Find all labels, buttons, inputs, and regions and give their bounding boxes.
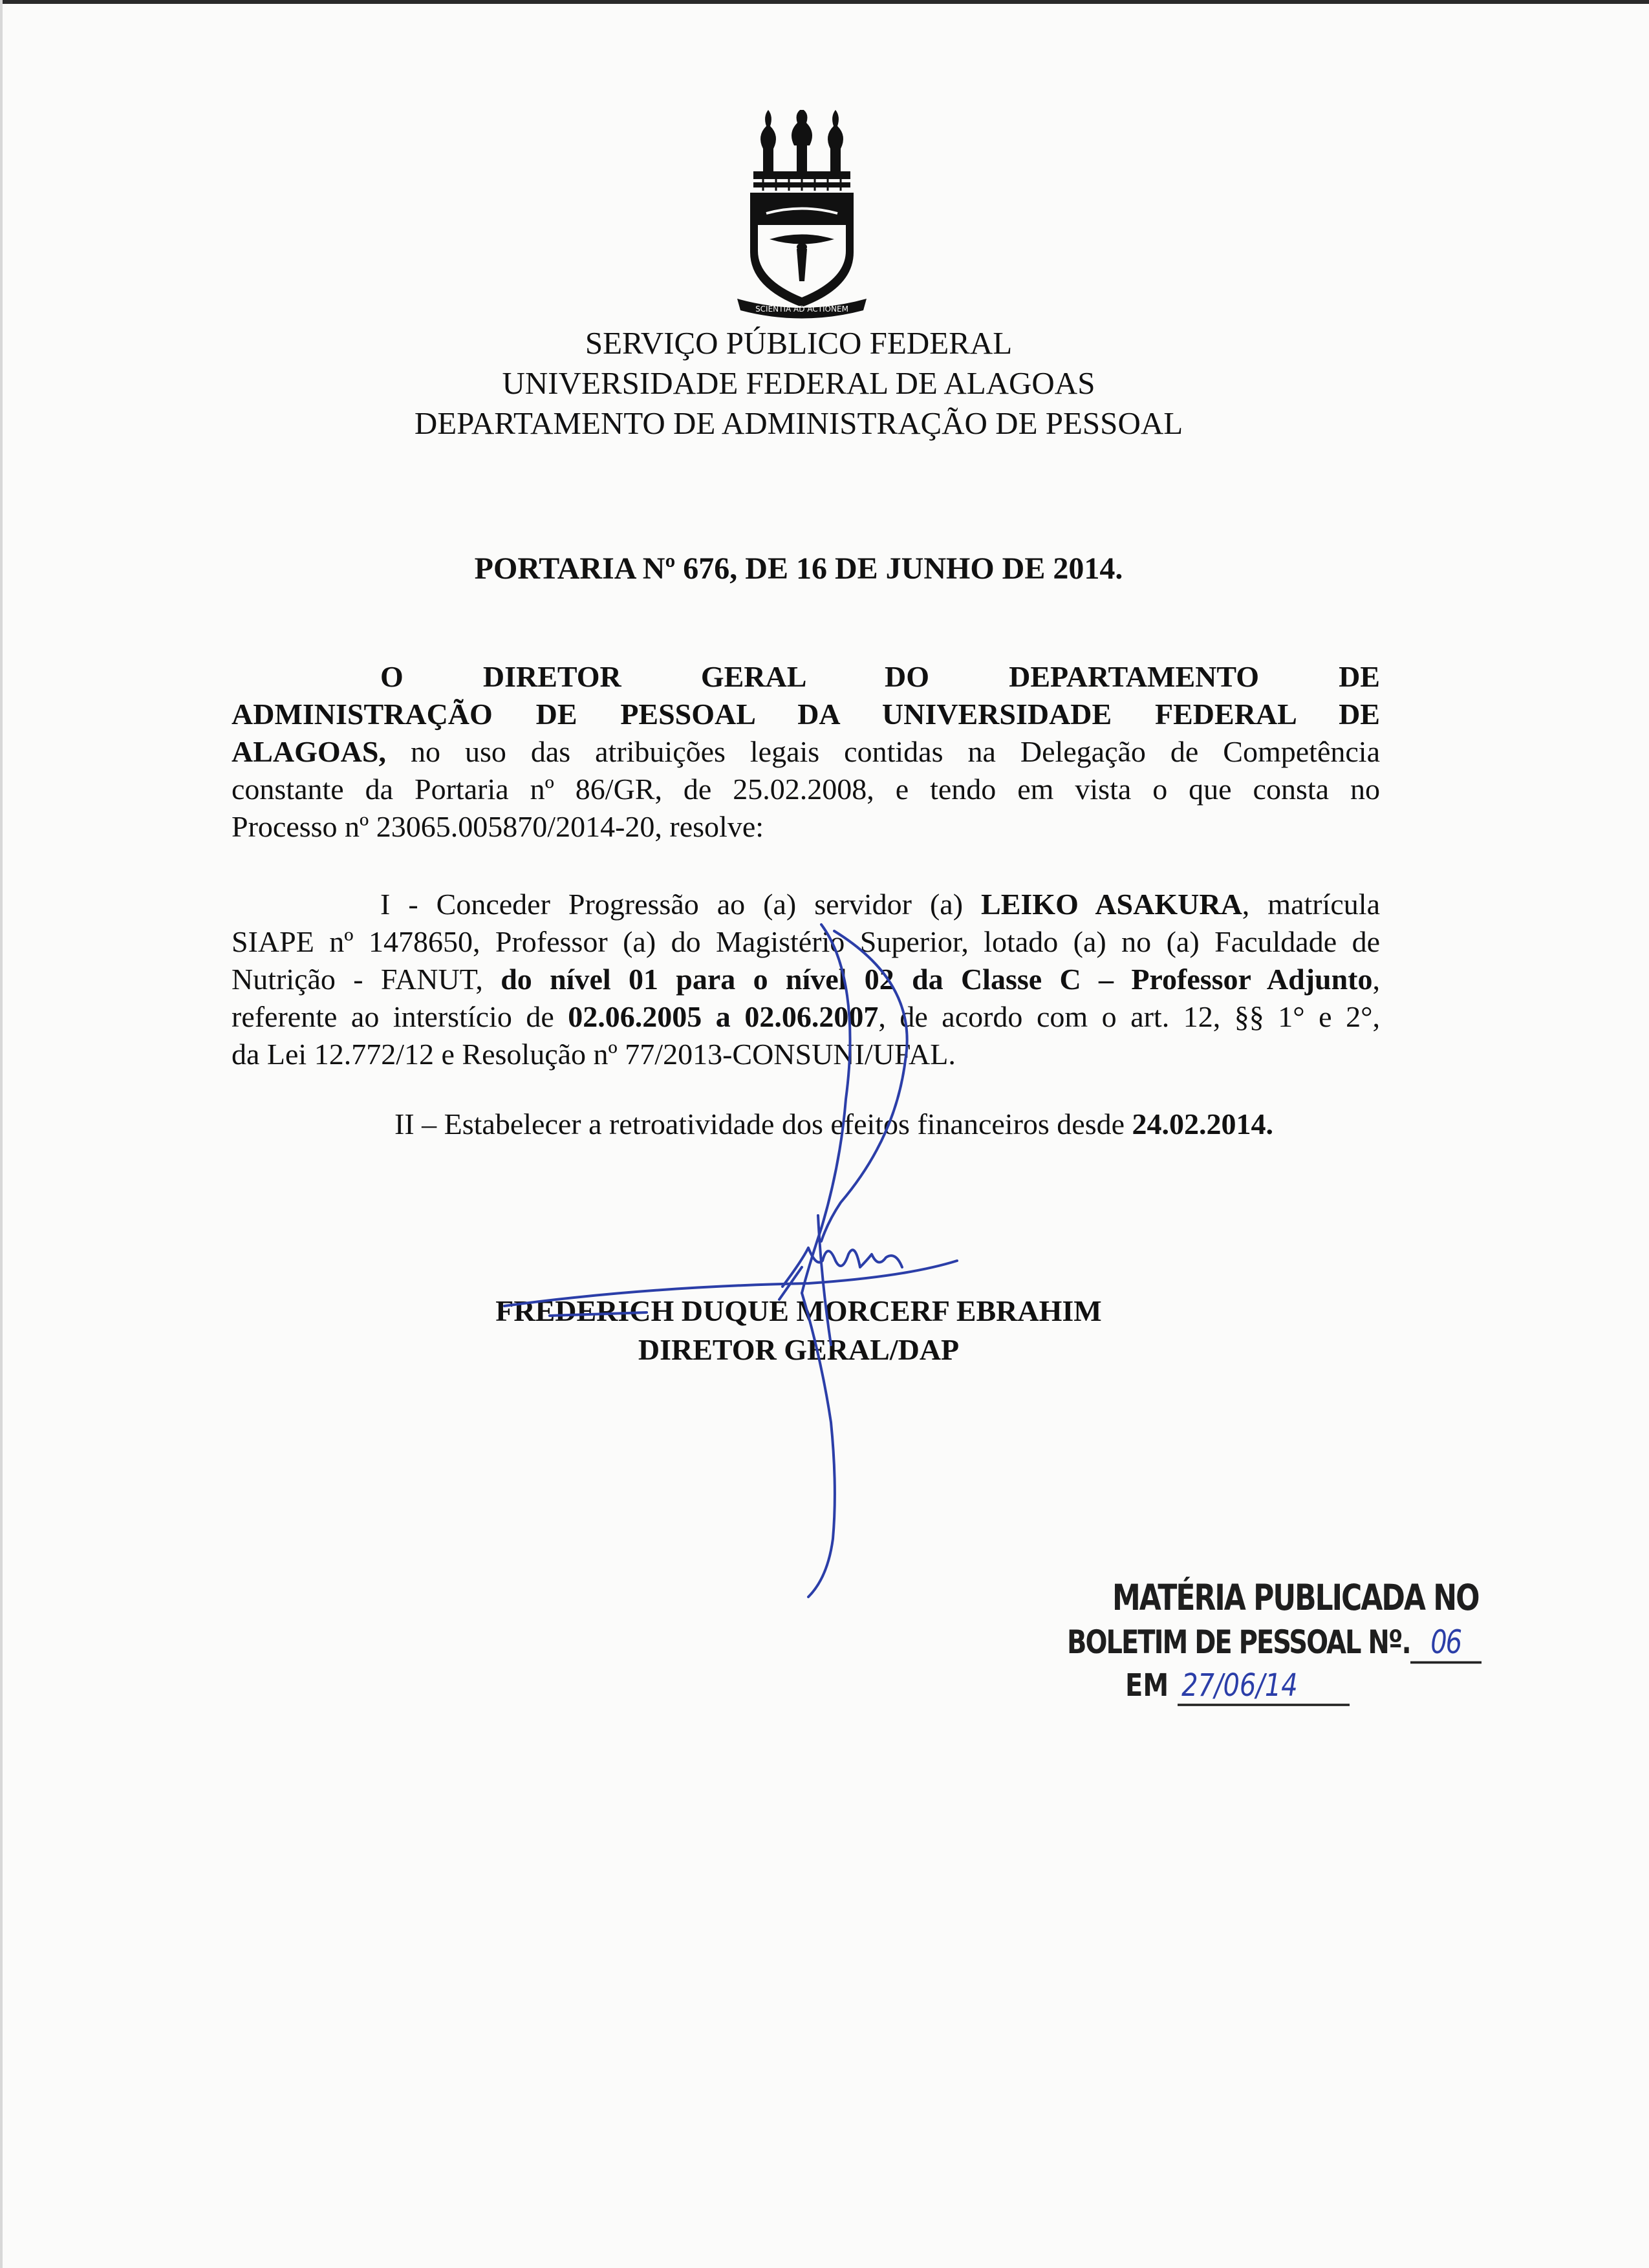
article-1-progression: do nível 01 para o nível 02 da Classe C – Professor Adjunto: [501, 963, 1373, 996]
server-name: LEIKO ASAKURA: [981, 888, 1242, 921]
stamp-line-1: MATÉRIA PUBLICADA NO: [1112, 1578, 1479, 1619]
preamble-line-1: O DIRETOR GERAL DO DEPARTAMENTO DE: [380, 660, 1380, 693]
stamp-bulletin-number: 06: [1410, 1624, 1482, 1664]
signatory-role: DIRETOR GERAL/DAP: [638, 1333, 960, 1366]
article-1-legal-basis: , de acordo com o art. 12, §§ 1° e 2°,: [878, 1000, 1381, 1033]
article-1-comma: ,: [1372, 963, 1381, 996]
preamble-line-3: [232, 733, 1380, 771]
preamble-line-3-text: no uso das atribuições legais contidas na Delegação de Competência: [385, 735, 1380, 768]
article-2-line: [232, 1106, 1380, 1143]
header-line-2: UNIVERSIDADE FEDERAL DE ALAGOAS: [502, 365, 1095, 401]
preamble-paragraph: [232, 658, 1380, 846]
stamp-date-value: 27/06/14: [1178, 1668, 1350, 1706]
article-1-interval: 02.06.2005 a 02.06.2007: [568, 1000, 879, 1033]
article-1-unit: Nutrição - FANUT,: [232, 963, 501, 996]
header-line-1: SERVIÇO PÚBLICO FEDERAL: [585, 325, 1013, 361]
preamble-line-2: ADMINISTRAÇÃO DE PESSOAL DA UNIVERSIDADE FEDERAL DE: [232, 698, 1380, 731]
signatory-name: FREDERICH DUQUE MORCERF EBRAHIM: [495, 1294, 1102, 1327]
article-1-text-b: , matrícula: [1242, 888, 1380, 921]
article-1-interval-label: referente ao interstício de: [232, 1000, 568, 1033]
preamble-line-5: Processo nº 23065.005870/2014-20, resolve:: [232, 810, 764, 843]
document-header: [0, 323, 1597, 444]
preamble-line-4: constante da Portaria nº 86/GR, de 25.02.2008, e tendo em vista o que consta no: [232, 773, 1380, 806]
stamp-bulletin-label: BOLETIM DE PESSOAL Nº.: [1067, 1624, 1410, 1662]
preamble-institution: ALAGOAS,: [232, 735, 386, 768]
header-line-3: DEPARTAMENTO DE ADMINISTRAÇÃO DE PESSOAL: [414, 405, 1183, 441]
university-crest-icon: [737, 110, 867, 323]
article-1-line-2: SIAPE nº 1478650, Professor (a) do Magistério Superior, lotado (a) no (a) Faculdade de: [232, 925, 1380, 958]
article-1-line-3: [232, 961, 1380, 998]
article-1-text-a: I - Conceder Progressão ao (a) servidor (a): [380, 888, 982, 921]
article-1-line-4: [232, 998, 1380, 1036]
article-1-line-1: [232, 886, 1380, 923]
publication-stamp: [1067, 1578, 1479, 1726]
signature-block: [0, 1292, 1597, 1369]
article-1-paragraph: [232, 886, 1380, 1073]
stamp-line-3: [1125, 1668, 1350, 1706]
stamp-line-2: [1067, 1624, 1482, 1664]
article-1-line-5: da Lei 12.772/12 e Resolução nº 77/2013-CONSUNI/UFAL.: [232, 1038, 956, 1071]
article-2-date: 24.02.2014.: [1132, 1107, 1274, 1140]
article-2-paragraph: [232, 1106, 1380, 1143]
scan-edge-top: [0, 0, 1649, 4]
stamp-date-label: EM: [1125, 1668, 1169, 1704]
crest-motto: SCIENTIA AD ACTIONEM: [755, 305, 848, 314]
portaria-title: PORTARIA Nº 676, DE 16 DE JUNHO DE 2014.: [474, 551, 1123, 586]
article-2-text: II – Estabelecer a retroatividade dos efeitos financeiros desde: [394, 1107, 1132, 1140]
